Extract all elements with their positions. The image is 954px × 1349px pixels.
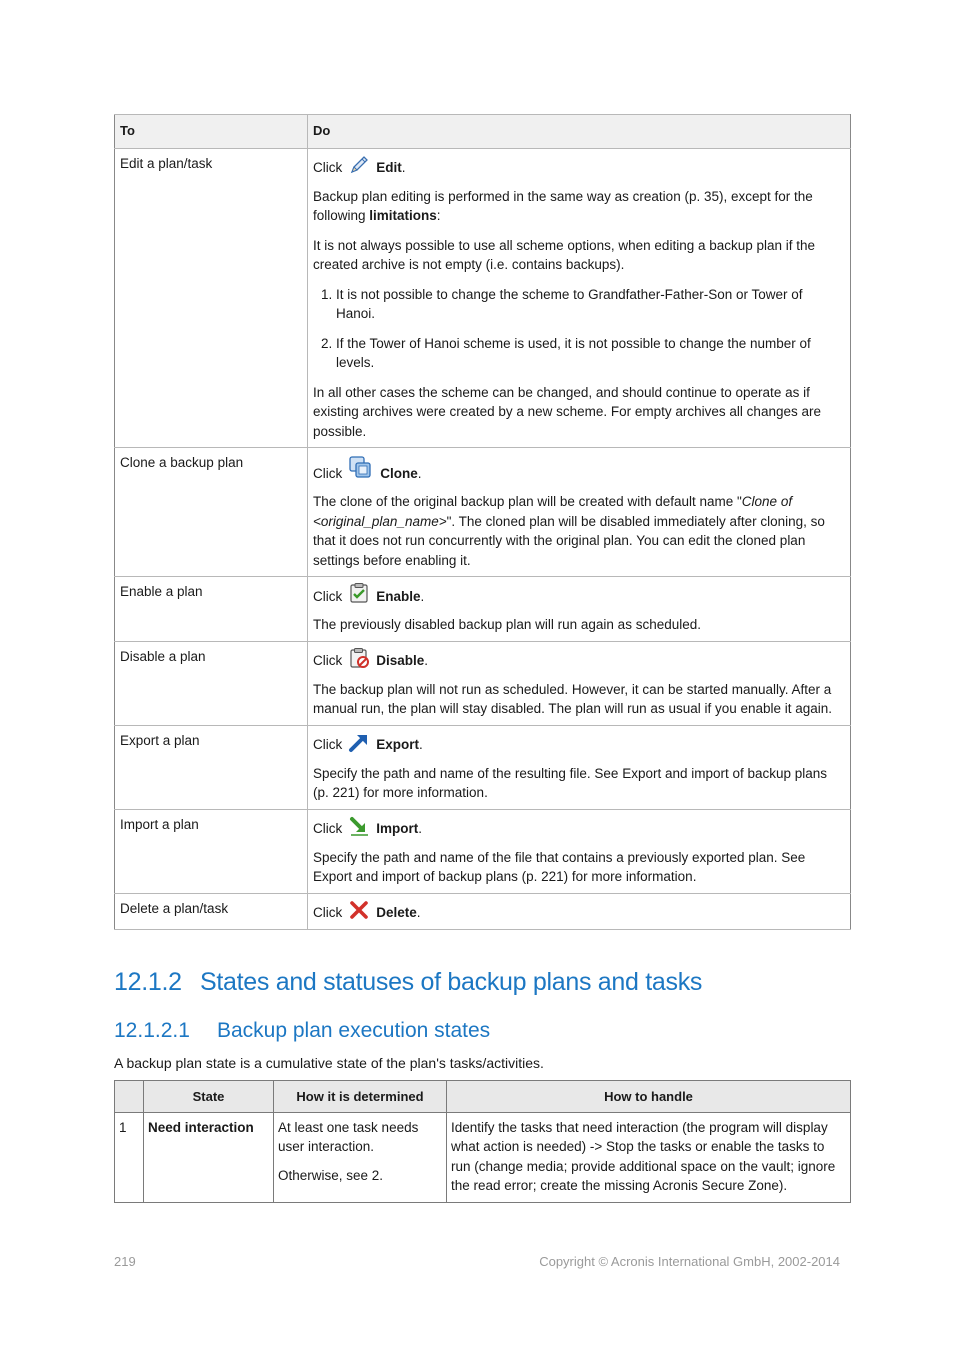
actions-header-row [115, 115, 851, 149]
click-word: Click [313, 465, 343, 481]
table-row [115, 809, 851, 893]
limitations-list [313, 285, 845, 373]
row-do: Click Enable. The previously disabled backup plan will run again as scheduled. [308, 577, 851, 642]
row-do: Click Import. Specify the path and name of the file that contains a previously exported plan. See Export and import of backup plans (p. 221) for more information. [308, 809, 851, 893]
actions-table [114, 114, 851, 930]
row-to: Delete a plan/task [115, 893, 308, 929]
delete-icon[interactable] [348, 899, 370, 921]
header-do: Do [308, 115, 851, 149]
paragraph: The backup plan will not run as scheduled. However, it can be started manually. After a manual run, the plan will stay disabled. The plan will run as usual if you enable it again. [313, 681, 833, 716]
states-table [114, 1080, 851, 1203]
row-to: Import a plan [115, 809, 308, 893]
paragraph: The previously disabled backup plan will run again as scheduled. [313, 617, 701, 632]
export-icon[interactable] [348, 731, 370, 753]
action-label[interactable]: Disable [376, 653, 425, 668]
paragraph: In all other cases the scheme can be changed, and should continue to operate as if existing archives were created by a new scheme. For empty archives all changes are possible. [313, 384, 821, 439]
enable-icon[interactable] [348, 582, 370, 604]
click-word: Click [313, 905, 343, 920]
paragraph: The clone of the original backup plan will be created with default name "Clone of <original_plan_name>". The cloned plan will be disabled immediately after cloning, so that it does not run concurrently with the original plan. You can edit the cloned plan settings before enabling it. [313, 494, 825, 568]
row-do: Click Edit. Backup plan editing is performed in the same way as creation (p. 35), except for the following limitations: It is not always possible to use all scheme options, when editing a backup plan if the created archive is not empty (i.e. contains backups). 1. It is not possible to change the scheme to Grandfather-Father-Son or Tower of Hanoi. 2. If the Tower of Hanoi scheme is used, it is not possible to change the number of levels. In all other cases the scheme can be changed, and should continue to operate as if existing archives were created by a new scheme. For empty archives all changes are possible. [308, 148, 851, 448]
state-handle: Identify the tasks that need interaction (the program will display what action is needed) -> Stop the tasks or enable the tasks to run (change media; provide additional space on the vault; ignore the read error; create the missing Acronis Secure Zone). [447, 1112, 851, 1202]
table-row [115, 893, 851, 929]
header-determined: How it is determined [274, 1081, 447, 1113]
table-row [115, 1112, 851, 1202]
table-row [115, 448, 851, 577]
state-name: Need interaction [144, 1112, 274, 1202]
row-to: Edit a plan/task [115, 148, 308, 448]
action-label[interactable]: Enable [376, 588, 421, 604]
row-to: Disable a plan [115, 641, 308, 725]
row-to: Clone a backup plan [115, 448, 308, 577]
paragraph: Specify the path and name of the file that contains a previously exported plan. See Export and import of backup plans (p. 221) for more information. [313, 849, 806, 884]
row-do: Click Export. Specify the path and name of the resulting file. See Export and import of backup plans (p. 221) for more information. [308, 725, 851, 809]
page-number: 219 [114, 1254, 136, 1269]
intro-text: A backup plan state is a cumulative state of the plan's tasks/activities. [114, 1055, 544, 1071]
table-row [115, 148, 851, 448]
action-label[interactable]: Clone [380, 465, 418, 481]
row-to: Enable a plan [115, 577, 308, 642]
table-row [115, 641, 851, 725]
row-do: Click Clone. The clone of the original backup plan will be created with default name "Clone of <original_plan_name>". The cloned plan will be disabled immediately after cloning, so that it does not run concurrently with the original plan. You can edit the cloned plan settings before enabling it. [308, 448, 851, 577]
header-state: State [144, 1081, 274, 1113]
row-to: Export a plan [115, 725, 308, 809]
header-handle: How to handle [447, 1081, 851, 1113]
table-row [115, 577, 851, 642]
disable-icon[interactable] [348, 647, 370, 669]
import-icon[interactable] [348, 815, 370, 837]
action-label[interactable]: Import [376, 821, 419, 836]
list-item: 2. If the Tower of Hanoi scheme is used, it is not possible to change the number of levels. [336, 334, 845, 373]
click-word: Click [313, 588, 343, 604]
action-label[interactable]: Export [376, 737, 420, 752]
header-num [115, 1081, 144, 1113]
subsection-heading: 12.1.2.1 Backup plan execution states [114, 1019, 491, 1042]
copyright: Copyright © Acronis International GmbH, 2002-2014 [539, 1254, 840, 1269]
row-do: Click Disable. The backup plan will not run as scheduled. However, it can be started manually. After a manual run, the plan will stay disabled. The plan will run as usual if you enable it again. [308, 641, 851, 725]
click-word: Click [313, 160, 343, 175]
click-word: Click [313, 653, 343, 668]
row-do: Click Delete. [308, 893, 851, 929]
click-word: Click [313, 737, 343, 752]
state-number: 1 [115, 1112, 144, 1202]
pencil-icon[interactable] [348, 154, 370, 176]
action-label[interactable]: Edit [376, 160, 402, 175]
clone-icon[interactable] [348, 455, 374, 481]
paragraph: It is not always possible to use all scheme options, when editing a backup plan if the created archive is not empty (i.e. contains backups). [313, 237, 816, 272]
table-row [115, 725, 851, 809]
states-header-row [115, 1081, 851, 1113]
paragraph: Specify the path and name of the resulting file. See Export and import of backup plans (p. 221) for more information. [313, 765, 828, 800]
click-word: Click [313, 821, 343, 836]
section-heading: 12.1.2 States and statuses of backup plans and tasks [114, 968, 703, 996]
state-determined: At least one task needs user interaction. Otherwise, see 2. [274, 1112, 447, 1202]
list-item: 1. It is not possible to change the scheme to Grandfather-Father-Son or Tower of Hanoi. [336, 285, 845, 324]
header-to: To [115, 115, 308, 149]
action-label[interactable]: Delete [376, 905, 417, 920]
paragraph: Backup plan editing is performed in the same way as creation (p. 35), except for the following limitations: [313, 188, 813, 223]
